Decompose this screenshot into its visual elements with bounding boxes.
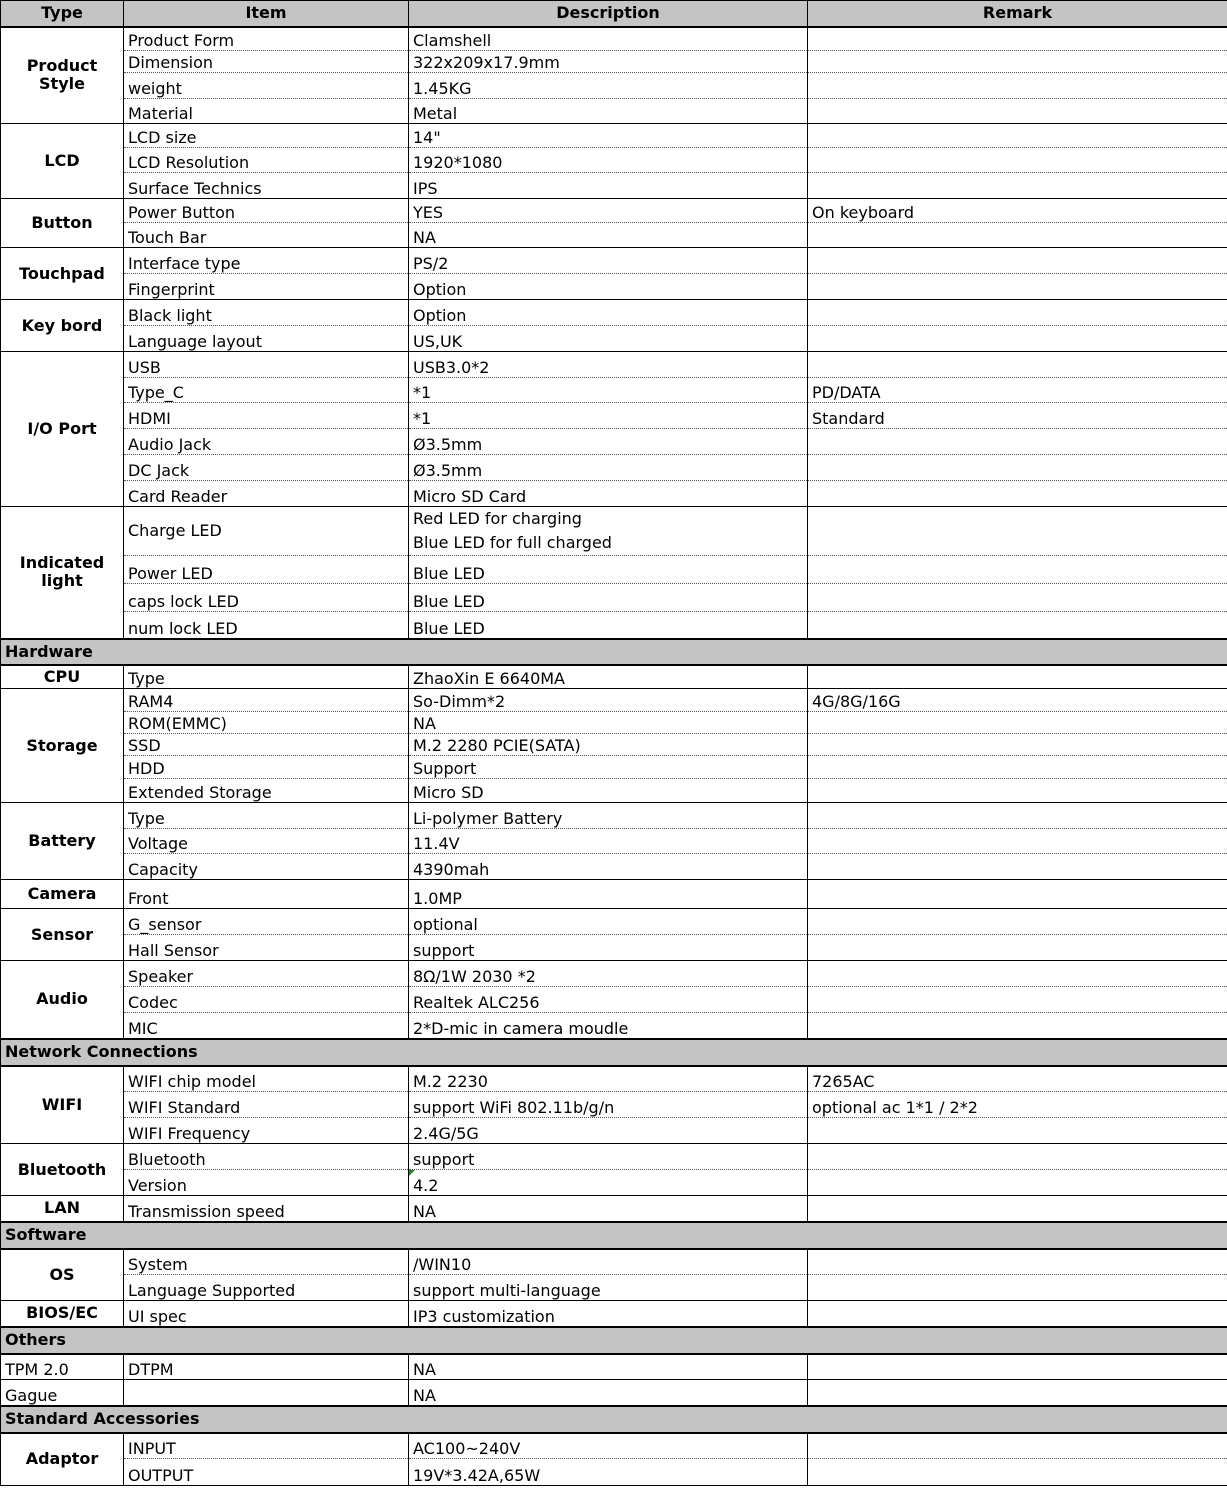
table-row: [1, 326, 1227, 352]
remark-cell: [808, 1380, 1227, 1406]
item-cell: caps lock LED: [124, 584, 409, 612]
item-cell: Surface Technics: [124, 173, 409, 199]
item-cell: Interface type: [124, 248, 409, 274]
remark-cell: 7265AC: [808, 1066, 1227, 1092]
desc-cell: optional: [409, 909, 808, 935]
desc-cell: ZhaoXin E 6640MA: [409, 665, 808, 689]
remark-cell: [808, 1354, 1227, 1380]
item-cell: Product Form: [124, 27, 409, 51]
table-row: [1, 99, 1227, 124]
section-row-software: [1, 1222, 1227, 1249]
desc-cell: Clamshell: [409, 27, 808, 51]
remark-cell: [808, 51, 1227, 73]
item-cell: Touch Bar: [124, 223, 409, 248]
table-row: [1, 1249, 1227, 1275]
type-cell: BIOS/EC: [1, 1301, 124, 1327]
remark-cell: [808, 829, 1227, 854]
desc-cell: Ø3.5mm: [409, 429, 808, 455]
desc-cell: Micro SD Card: [409, 481, 808, 507]
remark-cell: [808, 73, 1227, 99]
type-cell: Product Style: [1, 27, 124, 124]
table-row: [1, 961, 1227, 987]
header-remark: Remark: [808, 1, 1227, 27]
desc-cell: Blue LED: [409, 612, 808, 639]
item-cell: Type: [124, 665, 409, 689]
remark-cell: [808, 27, 1227, 51]
type-cell: I/O Port: [1, 352, 124, 507]
item-cell: HDMI: [124, 403, 409, 429]
remark-cell: [808, 1118, 1227, 1144]
item-cell: HDD: [124, 756, 409, 779]
table-row: [1, 1433, 1227, 1459]
remark-cell: [808, 99, 1227, 124]
table-row: [1, 829, 1227, 854]
remark-cell: [808, 1144, 1227, 1170]
type-cell: Gague: [1, 1380, 124, 1406]
section-title: Others: [1, 1327, 1227, 1354]
type-cell: Indicated light: [1, 507, 124, 639]
item-cell: Front: [124, 880, 409, 909]
desc-cell: 4.2: [409, 1170, 808, 1196]
remark-cell: [808, 1301, 1227, 1327]
table-row: [1, 352, 1227, 378]
desc-cell: Realtek ALC256: [409, 987, 808, 1013]
table-row: [1, 584, 1227, 612]
item-cell: Black light: [124, 300, 409, 326]
section-title: Software: [1, 1222, 1227, 1249]
header-description: Description: [409, 1, 808, 27]
item-cell: Bluetooth: [124, 1144, 409, 1170]
remark-cell: [808, 352, 1227, 378]
table-row: [1, 803, 1227, 829]
remark-cell: [808, 854, 1227, 880]
item-cell: Type_C: [124, 378, 409, 403]
desc-cell: Micro SD: [409, 779, 808, 803]
item-cell: SSD: [124, 734, 409, 756]
desc-cell: 1920*1080: [409, 148, 808, 173]
type-cell: Storage: [1, 689, 124, 803]
desc-cell: NA: [409, 1196, 808, 1222]
table-row: [1, 223, 1227, 248]
desc-cell: 322x209x17.9mm: [409, 51, 808, 73]
table-row: [1, 909, 1227, 935]
item-cell: System: [124, 1249, 409, 1275]
table-row: [1, 1118, 1227, 1144]
type-cell: Key bord: [1, 300, 124, 352]
remark-cell: [808, 274, 1227, 300]
desc-cell: *1: [409, 378, 808, 403]
table-row: [1, 1275, 1227, 1301]
item-cell: Type: [124, 803, 409, 829]
item-cell: Card Reader: [124, 481, 409, 507]
desc-cell: Support: [409, 756, 808, 779]
remark-cell: [808, 1459, 1227, 1486]
type-cell: Audio: [1, 961, 124, 1039]
item-cell: Language layout: [124, 326, 409, 352]
desc-cell: YES: [409, 199, 808, 223]
type-cell: Adaptor: [1, 1433, 124, 1486]
desc-cell: [409, 507, 808, 556]
item-cell: Power Button: [124, 199, 409, 223]
table-row: [1, 1196, 1227, 1222]
item-cell: RAM4: [124, 689, 409, 712]
header-item: Item: [124, 1, 409, 27]
remark-cell: [808, 712, 1227, 734]
table-row: [1, 779, 1227, 803]
table-row: [1, 199, 1227, 223]
table-row: [1, 556, 1227, 584]
desc-cell: M.2 2230: [409, 1066, 808, 1092]
table-row: [1, 124, 1227, 148]
table-row: [1, 51, 1227, 73]
type-cell: LAN: [1, 1196, 124, 1222]
remark-cell: [808, 481, 1227, 507]
desc-cell: 4390mah: [409, 854, 808, 880]
desc-cell: /WIN10: [409, 1249, 808, 1275]
type-cell: Bluetooth: [1, 1144, 124, 1196]
item-cell: Transmission speed: [124, 1196, 409, 1222]
table-row: [1, 27, 1227, 51]
remark-cell: [808, 734, 1227, 756]
desc-cell: 11.4V: [409, 829, 808, 854]
table-row: [1, 987, 1227, 1013]
remark-cell: [808, 1196, 1227, 1222]
table-row: [1, 248, 1227, 274]
table-row: [1, 1301, 1227, 1327]
table-row: [1, 455, 1227, 481]
desc-cell: Ø3.5mm: [409, 455, 808, 481]
table-row: [1, 403, 1227, 429]
desc-line: Blue LED for full charged: [413, 533, 612, 552]
desc-cell: US,UK: [409, 326, 808, 352]
desc-cell: support WiFi 802.11b/g/n: [409, 1092, 808, 1118]
item-cell: weight: [124, 73, 409, 99]
header-type: Type: [1, 1, 124, 27]
section-title: Standard Accessories: [1, 1406, 1227, 1433]
remark-cell: [808, 779, 1227, 803]
remark-cell: [808, 880, 1227, 909]
table-row: [1, 1092, 1227, 1118]
item-cell: DC Jack: [124, 455, 409, 481]
desc-cell: Option: [409, 274, 808, 300]
section-row-accessories: [1, 1406, 1227, 1433]
desc-cell: Li-polymer Battery: [409, 803, 808, 829]
table-row: [1, 148, 1227, 173]
section-row-hardware: [1, 639, 1227, 665]
item-cell: INPUT: [124, 1433, 409, 1459]
desc-cell: support: [409, 1144, 808, 1170]
type-cell: TPM 2.0: [1, 1354, 124, 1380]
remark-cell: Standard: [808, 403, 1227, 429]
table-row: [1, 173, 1227, 199]
desc-cell: PS/2: [409, 248, 808, 274]
desc-cell: IP3 customization: [409, 1301, 808, 1327]
table-row: [1, 481, 1227, 507]
table-row: [1, 1380, 1227, 1406]
desc-cell: Blue LED: [409, 584, 808, 612]
remark-cell: [808, 1275, 1227, 1301]
item-cell: [124, 1380, 409, 1406]
table-row: [1, 1354, 1227, 1380]
remark-cell: 4G/8G/16G: [808, 689, 1227, 712]
table-row: [1, 689, 1227, 712]
item-cell: UI spec: [124, 1301, 409, 1327]
section-title: Network Connections: [1, 1039, 1227, 1066]
table-row: [1, 1013, 1227, 1039]
item-cell: Language Supported: [124, 1275, 409, 1301]
item-cell: LCD Resolution: [124, 148, 409, 173]
table-row: [1, 429, 1227, 455]
table-row: [1, 300, 1227, 326]
item-cell: Dimension: [124, 51, 409, 73]
item-cell: Extended Storage: [124, 779, 409, 803]
remark-cell: [808, 248, 1227, 274]
remark-cell: [808, 223, 1227, 248]
desc-cell: 19V*3.42A,65W: [409, 1459, 808, 1486]
desc-cell: Blue LED: [409, 556, 808, 584]
item-cell: WIFI Standard: [124, 1092, 409, 1118]
desc-cell: support: [409, 935, 808, 961]
item-cell: Version: [124, 1170, 409, 1196]
remark-cell: [808, 935, 1227, 961]
type-cell: CPU: [1, 665, 124, 689]
desc-cell: support multi-language: [409, 1275, 808, 1301]
remark-cell: [808, 1170, 1227, 1196]
header-row: [1, 1, 1227, 27]
remark-cell: [808, 756, 1227, 779]
item-cell: Speaker: [124, 961, 409, 987]
desc-cell: 2*D-mic in camera moudle: [409, 1013, 808, 1039]
desc-cell: NA: [409, 1354, 808, 1380]
type-cell: Touchpad: [1, 248, 124, 300]
item-cell: Hall Sensor: [124, 935, 409, 961]
desc-cell: Metal: [409, 99, 808, 124]
item-cell: WIFI Frequency: [124, 1118, 409, 1144]
table-row: [1, 880, 1227, 909]
remark-cell: [808, 987, 1227, 1013]
type-cell: OS: [1, 1249, 124, 1301]
type-cell: WIFI: [1, 1066, 124, 1144]
remark-cell: [808, 1249, 1227, 1275]
table-row: [1, 1170, 1227, 1196]
table-row: [1, 712, 1227, 734]
remark-cell: [808, 300, 1227, 326]
remark-cell: [808, 173, 1227, 199]
section-row-network: [1, 1039, 1227, 1066]
remark-cell: [808, 1433, 1227, 1459]
remark-cell: [808, 556, 1227, 584]
item-cell: Audio Jack: [124, 429, 409, 455]
remark-cell: [808, 326, 1227, 352]
remark-cell: [808, 665, 1227, 689]
remark-cell: optional ac 1*1 / 2*2: [808, 1092, 1227, 1118]
item-cell: Fingerprint: [124, 274, 409, 300]
desc-cell: USB3.0*2: [409, 352, 808, 378]
desc-cell: NA: [409, 1380, 808, 1406]
table-row: [1, 935, 1227, 961]
desc-cell: So-Dimm*2: [409, 689, 808, 712]
desc-cell: 1.45KG: [409, 73, 808, 99]
table-row: [1, 274, 1227, 300]
table-row: [1, 378, 1227, 403]
item-cell: Capacity: [124, 854, 409, 880]
desc-cell: AC100~240V: [409, 1433, 808, 1459]
item-cell: Material: [124, 99, 409, 124]
type-cell: LCD: [1, 124, 124, 199]
type-cell: Camera: [1, 880, 124, 909]
remark-cell: [808, 961, 1227, 987]
table-row: [1, 612, 1227, 639]
desc-cell: 14": [409, 124, 808, 148]
desc-line: Red LED for charging: [413, 509, 582, 528]
item-cell: num lock LED: [124, 612, 409, 639]
type-cell: Sensor: [1, 909, 124, 961]
remark-cell: [808, 612, 1227, 639]
desc-cell: M.2 2280 PCIE(SATA): [409, 734, 808, 756]
item-cell: Charge LED: [124, 507, 409, 556]
table-row: [1, 1144, 1227, 1170]
type-cell: Battery: [1, 803, 124, 880]
table-row: [1, 734, 1227, 756]
table-row: [1, 854, 1227, 880]
item-cell: ROM(EMMC): [124, 712, 409, 734]
desc-cell: NA: [409, 223, 808, 248]
table-row: [1, 756, 1227, 779]
item-cell: WIFI chip model: [124, 1066, 409, 1092]
remark-cell: [808, 909, 1227, 935]
remark-cell: [808, 507, 1227, 556]
desc-cell: IPS: [409, 173, 808, 199]
table-row: [1, 1066, 1227, 1092]
item-cell: Codec: [124, 987, 409, 1013]
remark-cell: PD/DATA: [808, 378, 1227, 403]
remark-cell: [808, 584, 1227, 612]
table-row: [1, 507, 1227, 556]
item-cell: Power LED: [124, 556, 409, 584]
remark-cell: [808, 1013, 1227, 1039]
item-cell: MIC: [124, 1013, 409, 1039]
item-cell: OUTPUT: [124, 1459, 409, 1486]
section-row-others: [1, 1327, 1227, 1354]
item-cell: Voltage: [124, 829, 409, 854]
desc-cell: NA: [409, 712, 808, 734]
desc-cell: 2.4G/5G: [409, 1118, 808, 1144]
remark-cell: [808, 803, 1227, 829]
desc-cell: *1: [409, 403, 808, 429]
section-title: Hardware: [1, 639, 1227, 665]
table-row: [1, 73, 1227, 99]
desc-cell: 1.0MP: [409, 880, 808, 909]
item-cell: G_sensor: [124, 909, 409, 935]
item-cell: DTPM: [124, 1354, 409, 1380]
remark-cell: [808, 455, 1227, 481]
desc-cell: Option: [409, 300, 808, 326]
remark-cell: [808, 429, 1227, 455]
table-row: [1, 665, 1227, 689]
table-row: [1, 1459, 1227, 1486]
remark-cell: [808, 124, 1227, 148]
item-cell: USB: [124, 352, 409, 378]
item-cell: LCD size: [124, 124, 409, 148]
remark-cell: On keyboard: [808, 199, 1227, 223]
desc-cell: 8Ω/1W 2030 *2: [409, 961, 808, 987]
remark-cell: [808, 148, 1227, 173]
type-cell: Button: [1, 199, 124, 248]
